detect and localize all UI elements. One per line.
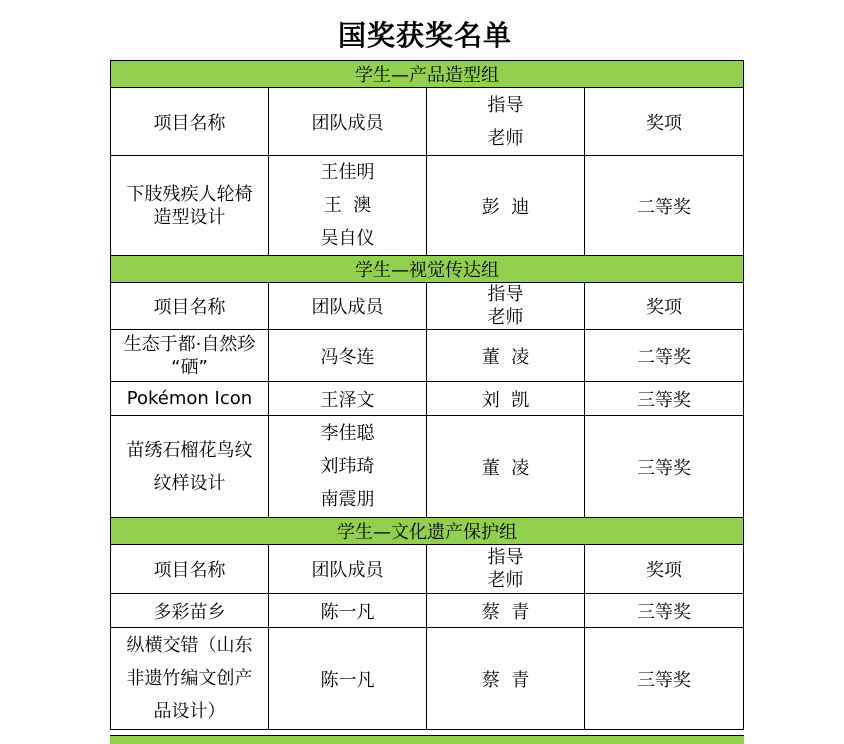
header-advisor-line2: 老师 xyxy=(487,570,524,591)
header-advisor xyxy=(427,88,585,156)
cell-award: 三等奖 xyxy=(585,594,744,628)
section-title: 学生—产品造型组 xyxy=(111,61,744,88)
cell-advisor: 董 凌 xyxy=(427,330,585,382)
project-line: “硒” xyxy=(171,356,208,378)
cell-award: 三等奖 xyxy=(585,628,744,730)
section-header xyxy=(111,256,744,283)
project-line: 生态于都·自然珍 xyxy=(123,333,256,355)
section-header xyxy=(111,518,744,545)
cell-team xyxy=(269,156,427,256)
header-project: 项目名称 xyxy=(111,545,269,594)
team-member: 吴自仪 xyxy=(320,228,375,249)
cell-project: Pokémon Icon xyxy=(111,382,269,416)
cell-project xyxy=(111,628,269,730)
project-line: 纵横交错（山东 xyxy=(126,635,253,656)
cell-team: 王泽文 xyxy=(269,382,427,416)
table-row xyxy=(111,330,744,382)
cell-team xyxy=(269,416,427,518)
award-table xyxy=(110,60,744,730)
table-row xyxy=(111,594,744,628)
cell-team: 陈一凡 xyxy=(269,628,427,730)
team-member: 刘玮琦 xyxy=(320,456,375,477)
cell-advisor: 彭 迪 xyxy=(427,156,585,256)
header-advisor-line1: 指导 xyxy=(487,284,524,305)
header-team: 团队成员 xyxy=(269,88,427,156)
project-line: 下肢残疾人轮椅 xyxy=(126,183,253,205)
cell-advisor: 刘 凯 xyxy=(427,382,585,416)
table-row xyxy=(111,156,744,256)
header-advisor-line1: 指导 xyxy=(487,547,524,568)
table-row xyxy=(111,628,744,730)
cell-team: 陈一凡 xyxy=(269,594,427,628)
cell-project xyxy=(111,416,269,518)
cell-team: 冯冬连 xyxy=(269,330,427,382)
cell-award: 三等奖 xyxy=(585,382,744,416)
table-row xyxy=(111,416,744,518)
header-award: 奖项 xyxy=(585,545,744,594)
header-advisor xyxy=(427,283,585,330)
header-team: 团队成员 xyxy=(269,283,427,330)
column-header-row xyxy=(111,88,744,156)
header-advisor xyxy=(427,545,585,594)
header-project: 项目名称 xyxy=(111,283,269,330)
section-title: 学生—文化遗产保护组 xyxy=(111,518,744,545)
column-header-row xyxy=(111,545,744,594)
cell-project xyxy=(111,156,269,256)
header-team: 团队成员 xyxy=(269,545,427,594)
cell-advisor: 董 凌 xyxy=(427,416,585,518)
cell-advisor: 蔡 青 xyxy=(427,594,585,628)
team-member: 李佳聪 xyxy=(320,423,375,444)
project-line: 非遗竹编文创产 xyxy=(126,668,253,689)
team-member: 王 澳 xyxy=(323,195,372,216)
column-header-row xyxy=(111,283,744,330)
table-row xyxy=(111,382,744,416)
cell-project: 多彩苗乡 xyxy=(111,594,269,628)
cell-project xyxy=(111,330,269,382)
section-header xyxy=(111,61,744,88)
project-line: 造型设计 xyxy=(153,206,226,228)
cell-award: 二等奖 xyxy=(585,330,744,382)
cell-award: 三等奖 xyxy=(585,416,744,518)
team-member: 王佳明 xyxy=(320,162,375,183)
section-title: 学生—视觉传达组 xyxy=(111,256,744,283)
project-line: 品设计） xyxy=(153,701,226,722)
page-title: 国奖获奖名单 xyxy=(337,19,512,52)
header-project: 项目名称 xyxy=(111,88,269,156)
cell-advisor: 蔡 青 xyxy=(427,628,585,730)
project-line: 苗绣石榴花鸟纹 xyxy=(126,439,253,461)
header-award: 奖项 xyxy=(585,283,744,330)
project-line: 纹样设计 xyxy=(153,472,226,494)
cell-award: 二等奖 xyxy=(585,156,744,256)
header-advisor-line1: 指导 xyxy=(487,94,524,116)
team-member: 南震朋 xyxy=(320,489,375,510)
header-advisor-line2: 老师 xyxy=(487,127,524,149)
header-award: 奖项 xyxy=(585,88,744,156)
header-advisor-line2: 老师 xyxy=(487,307,524,328)
